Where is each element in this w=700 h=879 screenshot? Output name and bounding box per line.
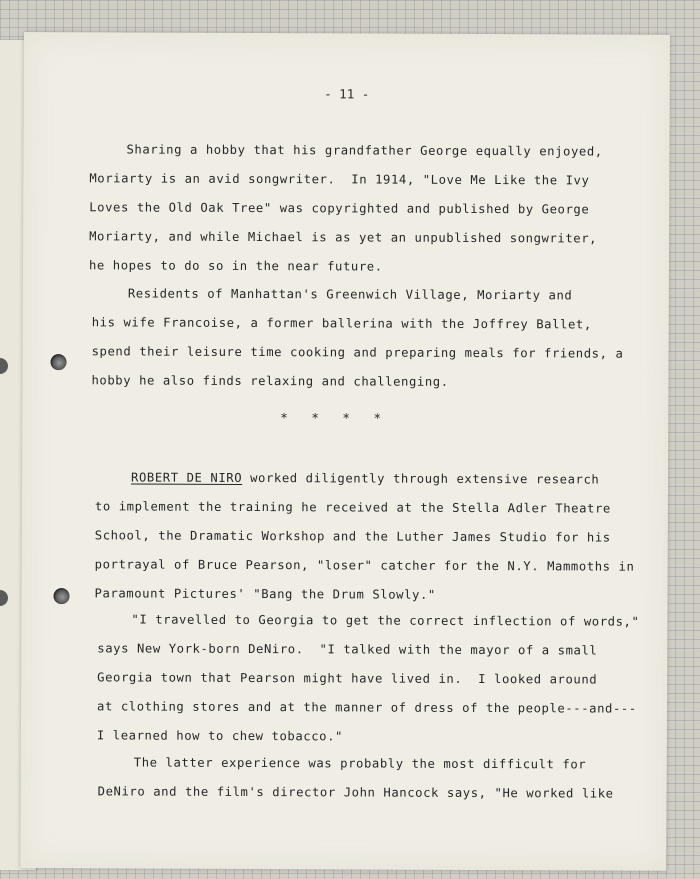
text-line: spend their leisure time cooking and preparing meals for friends, a xyxy=(91,344,624,361)
punch-hole xyxy=(54,588,70,604)
actor-name: ROBERT DE NIRO xyxy=(131,470,243,485)
text-line: hobby he also finds relaxing and challenging. xyxy=(91,373,449,389)
text-line: at clothing stores and at the manner of dress of the people---and--- xyxy=(97,699,637,716)
text-line: I learned how to chew tobacco." xyxy=(96,728,344,744)
text-line: his wife Francoise, a former ballerina with the Joffrey Ballet, xyxy=(91,315,592,332)
text-line: Paramount Pictures' "Bang the Drum Slowly." xyxy=(94,586,436,602)
text-line: Georgia town that Pearson might have lived in. I looked around xyxy=(97,670,598,687)
text-line: School, the Dramatic Workshop and the Luther James Studio for his xyxy=(94,528,611,545)
text-line: Residents of Manhattan's Greenwich Village, Moriarty and xyxy=(127,286,573,303)
text-line: says New York-born DeNiro. "I talked with the mayor of a small xyxy=(97,641,598,658)
text-line-rest: worked diligently through extensive research xyxy=(242,470,600,487)
text-line: portrayal of Bruce Pearson, "loser" catcher for the N.Y. Mammoths in xyxy=(94,557,635,574)
text-line: Moriarty, and while Michael is as yet an unpublished songwriter, xyxy=(89,229,598,246)
text-line: to implement the training he received at the Stella Adler Theatre xyxy=(94,499,611,516)
text-line xyxy=(131,470,599,486)
text-line: Loves the Old Oak Tree" was copyrighted and published by George xyxy=(89,200,590,217)
punch-hole xyxy=(0,358,8,374)
text-line: he hopes to do so in the near future. xyxy=(88,258,383,274)
text-line: The latter experience was probably the most difficult for xyxy=(133,755,587,772)
text-line: Moriarty is an avid songwriter. In 1914, "Love Me Like the Ivy xyxy=(89,171,590,188)
text-line: Sharing a hobby that his grandfather George equally enjoyed, xyxy=(126,142,603,159)
page-number: - 11 - xyxy=(324,86,370,102)
document-page xyxy=(20,32,670,871)
punch-hole xyxy=(0,590,8,606)
section-separator: * * * * xyxy=(280,410,390,426)
text-line: DeNiro and the film's director John Hancock says, "He worked like xyxy=(97,784,614,801)
punch-hole xyxy=(51,354,67,370)
text-line: "I travelled to Georgia to get the correct inflection of words," xyxy=(131,612,640,629)
